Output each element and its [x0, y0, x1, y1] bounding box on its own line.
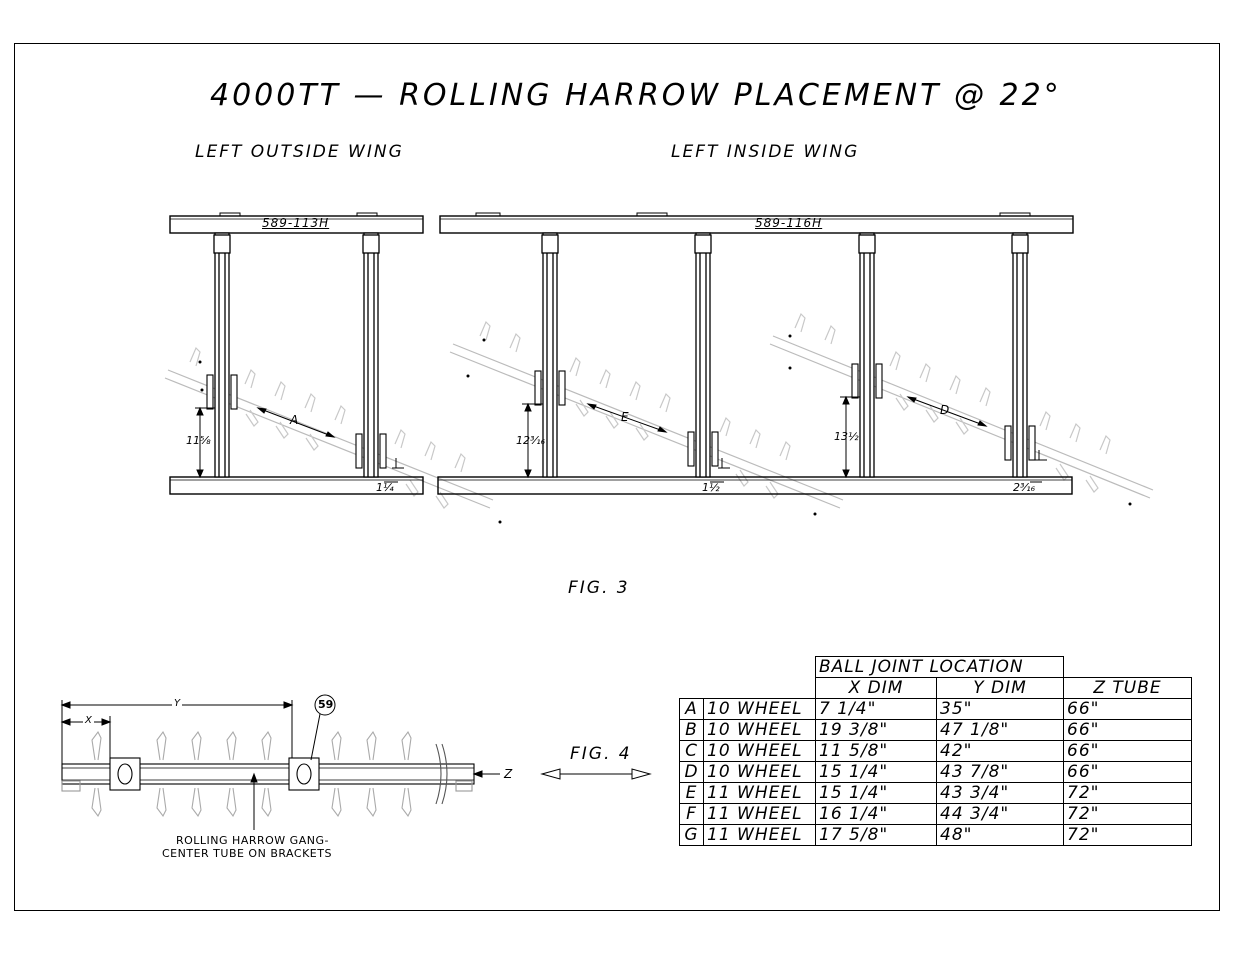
- callout-59: 59: [318, 698, 334, 711]
- fig4-tines: [92, 732, 447, 816]
- fig4-dim-x: X: [85, 715, 92, 726]
- header-x-dim: X DIM: [816, 678, 937, 699]
- table-row: C 10 WHEEL 11 5/8" 42" 66": [680, 741, 1192, 762]
- gang-note-line1: ROLLING HARROW GANG-: [176, 834, 329, 847]
- table-row: G 11 WHEEL 17 5/8" 48" 72": [680, 825, 1192, 846]
- table-row: F 11 WHEEL 16 1/4" 44 3/4" 72": [680, 804, 1192, 825]
- height-label-11-5-8: 11⅝: [186, 434, 211, 447]
- label-left-outside-wing: LEFT OUTSIDE WING: [195, 142, 404, 162]
- table-row: A 10 WHEEL 7 1/4" 35" 66": [680, 699, 1192, 720]
- table-row: B 10 WHEEL 19 3/8" 47 1/8" 66": [680, 720, 1192, 741]
- dim-label-e: E: [621, 410, 631, 424]
- drawing-title: 4000TT — ROLLING HARROW PLACEMENT @ 22°: [210, 78, 1062, 113]
- dim-label-a: A: [290, 413, 301, 427]
- fig4-label: FIG. 4: [570, 744, 632, 764]
- gap-label-1-1-4: 1¼: [376, 481, 394, 494]
- fig3-label: FIG. 3: [568, 578, 630, 598]
- bottom-rails: [170, 477, 1072, 494]
- fig4-gang: [62, 758, 474, 791]
- table-row: D 10 WHEEL 15 1/4" 43 7/8" 66": [680, 762, 1192, 783]
- header-z-tube: Z TUBE: [1064, 678, 1192, 699]
- vertical-posts: [214, 233, 1028, 477]
- table-row: E 11 WHEEL 15 1/4" 43 3/4" 72": [680, 783, 1192, 804]
- height-label-13-1-2: 13½: [834, 430, 859, 443]
- fig4-dim-y: Y: [174, 698, 181, 709]
- gap-label-2-3-16: 2³⁄₁₆: [1013, 481, 1036, 494]
- header-y-dim: Y DIM: [937, 678, 1064, 699]
- table-title: BALL JOINT LOCATION: [816, 657, 1064, 678]
- harrow-gangs: [165, 314, 1153, 508]
- ball-joint-table: [679, 656, 1192, 846]
- label-left-inside-wing: LEFT INSIDE WING: [671, 142, 860, 162]
- fig4-dims: [62, 695, 650, 830]
- fig4-dim-z: Z: [504, 767, 513, 781]
- dim-label-d: D: [940, 403, 952, 417]
- gang-note-line2: CENTER TUBE ON BRACKETS: [162, 847, 332, 860]
- gap-label-1-1-2: 1½: [702, 481, 720, 494]
- part-number-inside: 589-116H: [755, 216, 823, 230]
- height-label-12-3-16: 12³⁄₁₆: [516, 434, 546, 447]
- part-number-outside: 589-113H: [262, 216, 330, 230]
